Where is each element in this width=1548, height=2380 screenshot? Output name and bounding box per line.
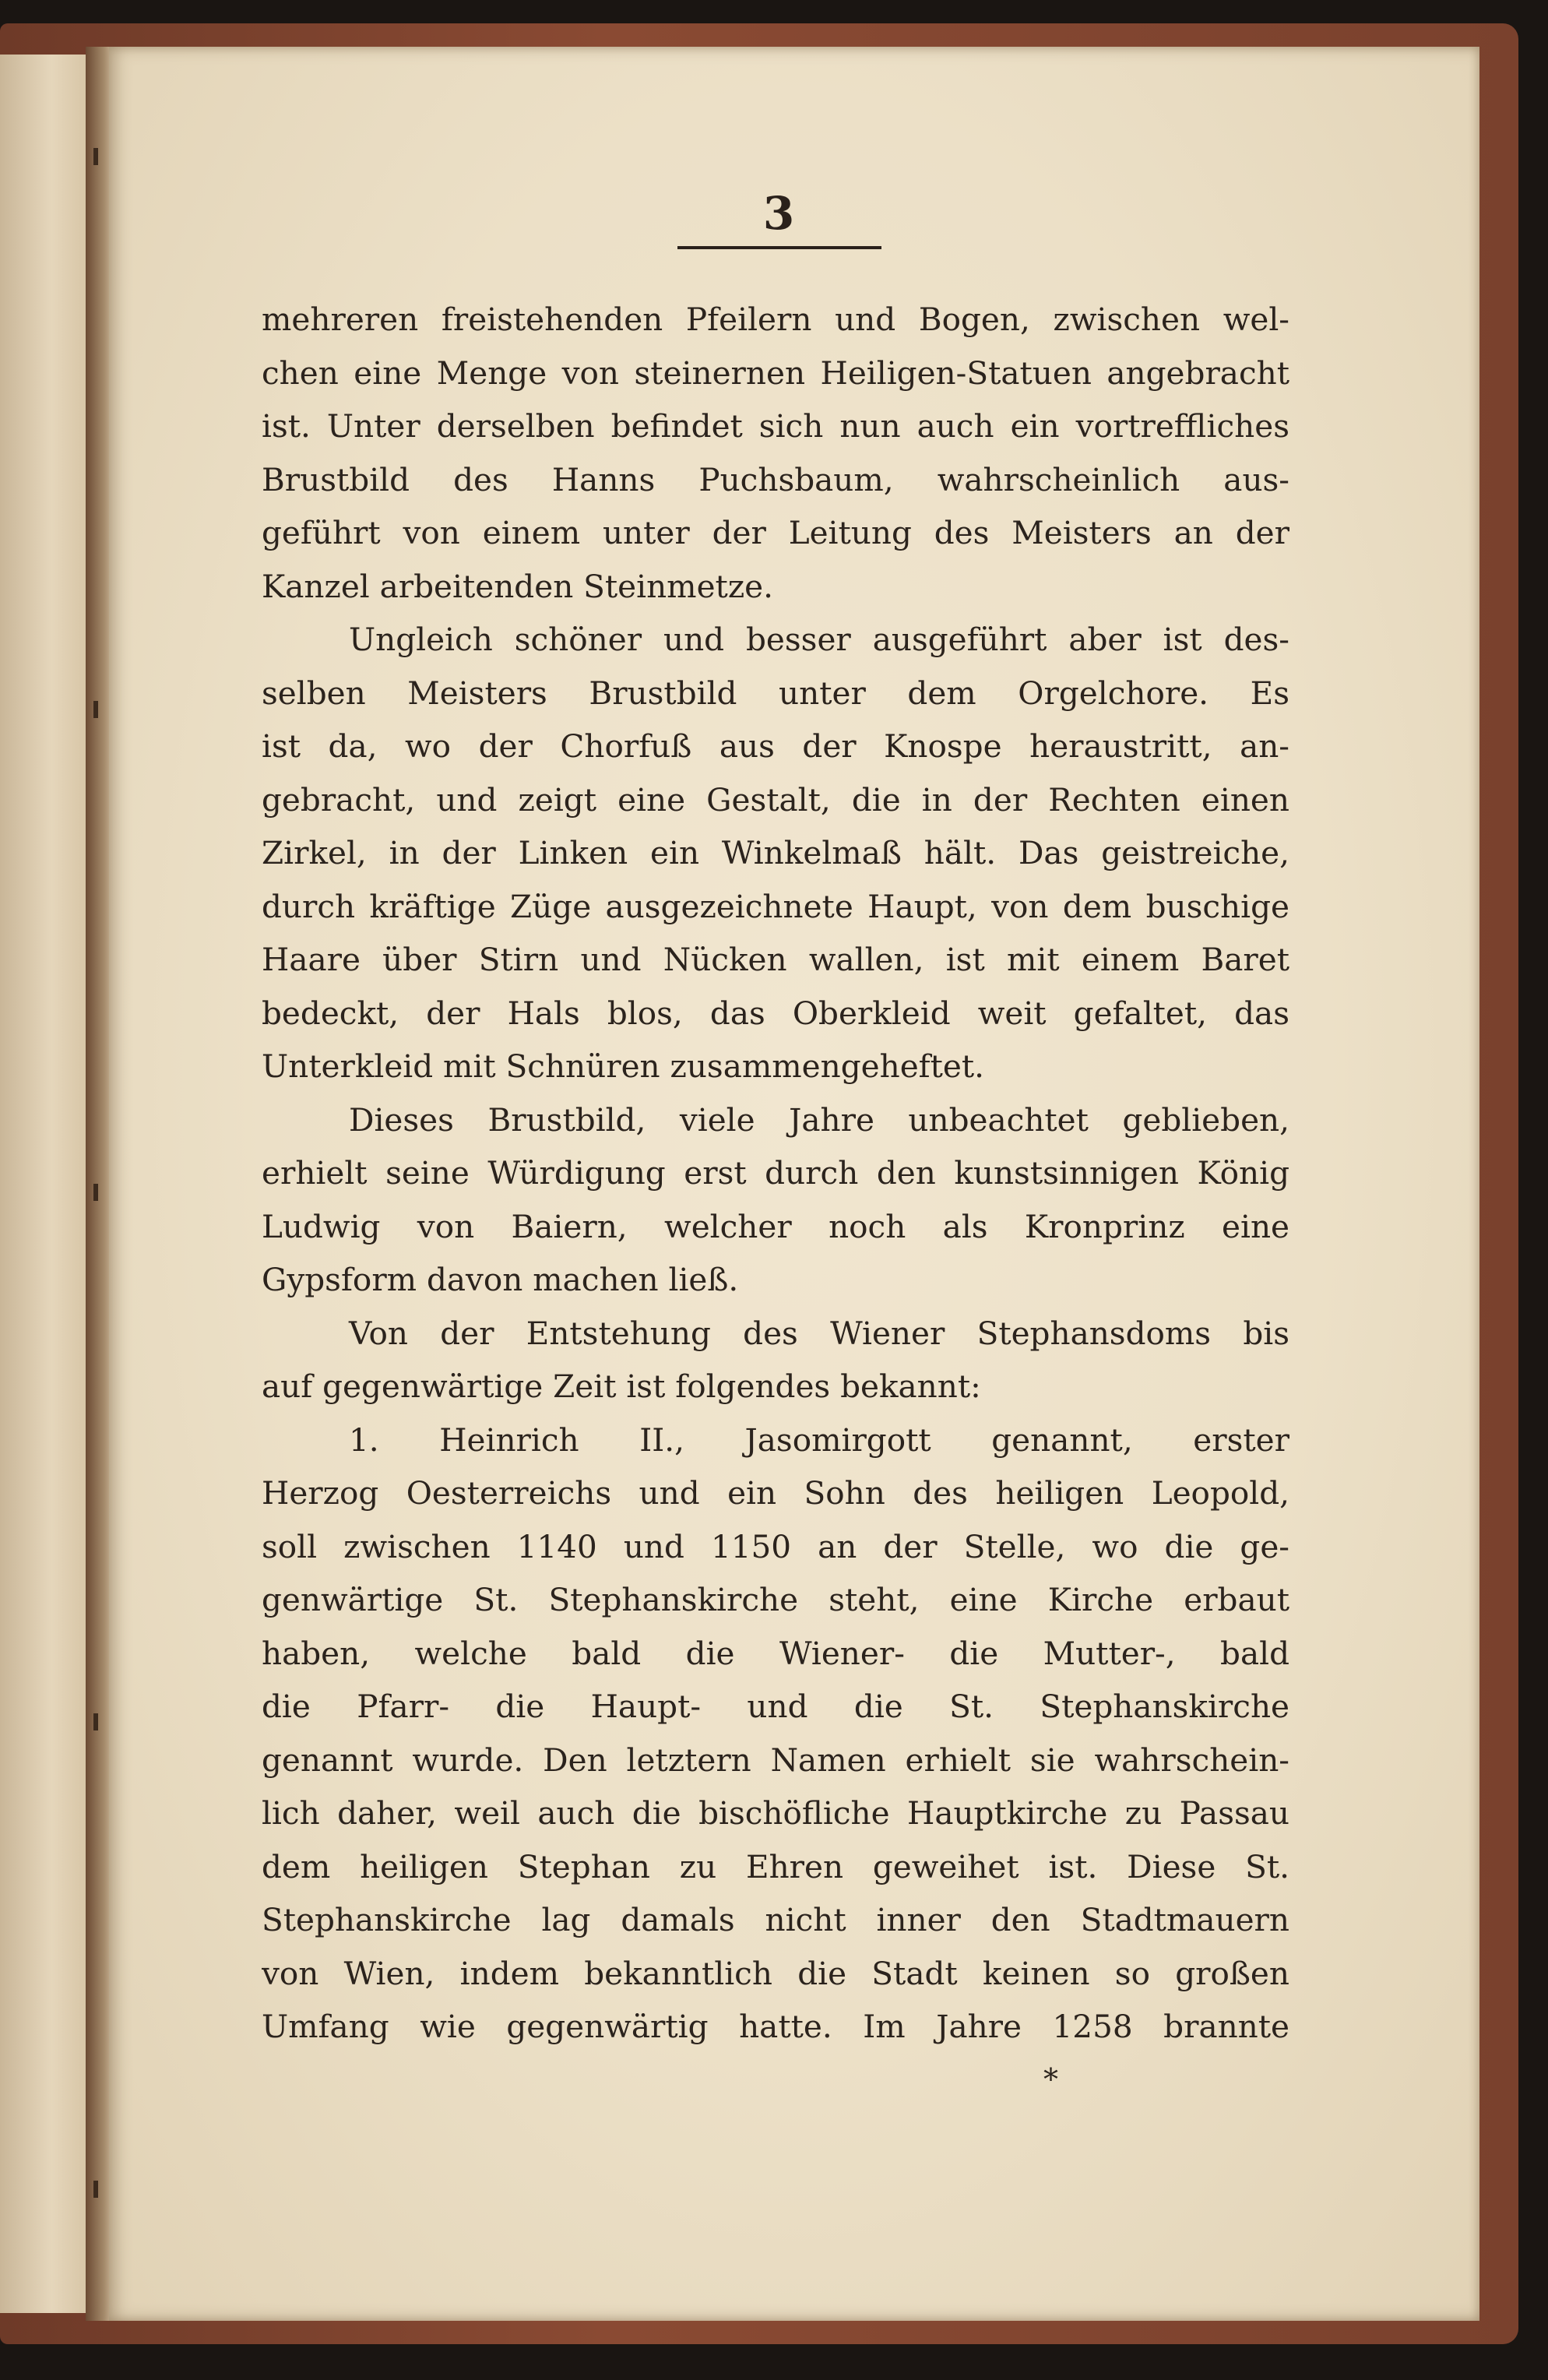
binding-stitch [93, 2181, 98, 2198]
text-line: Umfang wie gegenwärtig hatte. Im Jahre 1258 brannte [262, 2008, 1289, 2045]
text-line: chen eine Menge von steinernen Heiligen-Statuen angebracht [262, 354, 1289, 392]
text-line: soll zwischen 1140 und 1150 an der Stelle, wo die ge- [262, 1527, 1289, 1565]
text-line: gebracht, und zeigt eine Gestalt, die in der Rechten einen [262, 780, 1289, 819]
binding-stitch [93, 701, 98, 718]
left-page-edge [0, 55, 87, 2313]
text-line: ist. Unter derselben befindet sich nun auch ein vortreffliches [262, 407, 1289, 445]
text-line: erhielt seine Würdigung erst durch den kunstsinnigen König [262, 1154, 1289, 1192]
text-line: ist da, wo der Chorfuß aus der Knospe heraustritt, an- [262, 727, 1289, 765]
binding-stitch [93, 1184, 98, 1201]
text-line: Ungleich schöner und besser ausgeführt aber ist des- [349, 621, 1289, 658]
text-line: Gypsform davon machen ließ. [262, 1261, 739, 1298]
text-line: Stephanskirche lag damals nicht inner den Stadtmauern [262, 1901, 1289, 1938]
text-line: Herzog Oesterreichs und ein Sohn des heiligen Leopold, [262, 1474, 1289, 1512]
text-line: durch kräftige Züge ausgezeichnete Haupt, von dem buschige [262, 887, 1289, 925]
text-line: Kanzel arbeitenden Steinmetze. [262, 567, 773, 605]
text-line: Zirkel, in der Linken ein Winkelmaß hält. Das geistreiche, [262, 834, 1289, 871]
text-line: Unterkleid mit Schnüren zusammengeheftet. [262, 1047, 985, 1085]
header-rule [677, 246, 881, 249]
text-line: genannt wurde. Den letztern Namen erhielt sie wahrschein- [262, 1741, 1289, 1779]
signature-mark: * [1043, 2062, 1058, 2097]
text-line: mehreren freistehenden Pfeilern und Bogen, zwischen wel- [262, 301, 1289, 338]
text-line: dem heiligen Stephan zu Ehren geweihet ist. Diese St. [262, 1847, 1289, 1885]
body-text [262, 293, 1289, 2054]
text-line: lich daher, weil auch die bischöfliche Hauptkirche zu Passau [262, 1794, 1289, 1832]
text-line: geführt von einem unter der Leitung des Meisters an der [262, 514, 1289, 551]
page-number: 3 [762, 187, 795, 240]
text-line: genwärtige St. Stephanskirche steht, eine Kirche erbaut [262, 1581, 1289, 1618]
text-line: 1. Heinrich II., Jasomirgott genannt, erster [349, 1421, 1289, 1459]
text-line: Dieses Brustbild, viele Jahre unbeachtet geblieben, [349, 1100, 1289, 1139]
text-line: bedeckt, der Hals blos, das Oberkleid weit gefaltet, das [262, 994, 1289, 1032]
text-line: Brustbild des Hanns Puchsbaum, wahrscheinlich aus- [262, 460, 1289, 498]
text-line: auf gegenwärtige Zeit ist folgendes bekannt: [262, 1368, 981, 1405]
text-line: Haare über Stirn und Nücken wallen, ist mit einem Baret [262, 941, 1289, 978]
text-line: von Wien, indem bekanntlich die Stadt keinen so großen [262, 1954, 1289, 1992]
binding-stitch [93, 1713, 98, 1730]
text-line: haben, welche bald die Wiener- die Mutter-, bald [262, 1634, 1289, 1672]
binding-stitch [93, 148, 98, 165]
text-line: Ludwig von Baiern, welcher noch als Kronprinz eine [262, 1207, 1289, 1245]
text-line: Von der Entstehung des Wiener Stephansdoms bis [349, 1314, 1289, 1352]
text-line: die Pfarr- die Haupt- und die St. Stephanskirche [262, 1688, 1289, 1725]
text-line: selben Meisters Brustbild unter dem Orgelchore. Es [262, 674, 1289, 712]
